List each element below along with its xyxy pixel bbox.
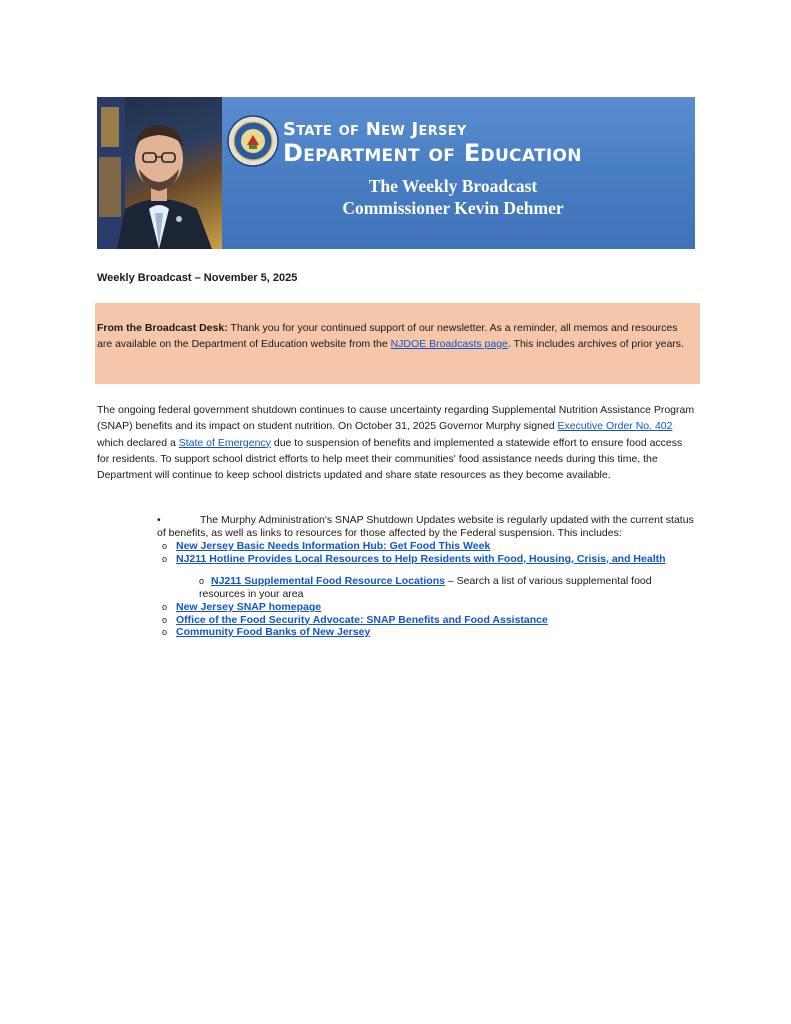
nested-bullet-marker: o	[199, 576, 205, 586]
desk-text-part2: . This includes archives of prior years.	[507, 338, 684, 350]
list-item	[162, 614, 548, 627]
para-text-2: which declared a	[97, 436, 179, 449]
broadcast-date: Weekly Broadcast – November 5, 2025	[97, 272, 298, 284]
nj-seal-icon	[227, 115, 279, 167]
list-item	[162, 553, 666, 566]
banner-department-title: Department of Education	[283, 139, 582, 167]
snap-paragraph	[97, 402, 695, 483]
list-item	[162, 540, 666, 553]
header-banner	[97, 97, 695, 249]
resource-list-b	[162, 601, 548, 639]
njdoe-broadcasts-link[interactable]: NJDOE Broadcasts page	[390, 338, 508, 350]
executive-order-link[interactable]: Executive Order No. 402	[557, 420, 673, 433]
food-security-advocate-link[interactable]: Office of the Food Security Advocate: SNAP Benefits and Food Assistance	[176, 613, 548, 626]
community-food-banks-link[interactable]: Community Food Banks of New Jersey	[176, 626, 371, 638]
banner-newsletter-title: The Weekly Broadcast	[368, 176, 538, 196]
sub-bullet-marker: o	[162, 614, 168, 625]
basic-needs-hub-link[interactable]: New Jersey Basic Needs Information Hub: Get Food This Week	[176, 540, 491, 552]
para-text-3: due to suspension of benefits and implemented a statewide effort to ensure food access for residents. To support school district efforts to help meet their communities' food assistance needs during this time, the Department will continue to keep school districts updated and share state resources as they become available.	[97, 436, 683, 482]
banner-commissioner-name: Commissioner Kevin Dehmer	[342, 198, 564, 218]
para-text-1: The ongoing federal government shutdown continues to cause uncertainty regarding Supplemental Nutrition Assistance Program (SNAP) benefits and its impact on student nutrition. On October 31, 2025 Governor Murphy signed	[97, 404, 695, 433]
sub-bullet-marker: o	[162, 553, 168, 564]
banner-state-title: State of New Jersey	[283, 119, 467, 140]
sub-bullet-marker: o	[162, 602, 168, 612]
desk-text-part1: Thank you for your continued support of our newsletter. As a reminder, all memos and resources are available on the Department of Education website from the	[97, 322, 678, 350]
state-of-emergency-link[interactable]: State of Emergency	[178, 436, 271, 449]
sub-bullet-marker: o	[162, 541, 168, 551]
snap-updates-bullet	[157, 514, 697, 539]
bullet-text: The Murphy Administration's SNAP Shutdown Updates website is regularly updated with the current status of benefits, as well as links to resources for those affected by the Federal suspension. This includes:	[157, 514, 694, 539]
desk-text	[97, 320, 693, 352]
nj211-hotline-link[interactable]: NJ211 Hotline Provides Local Resources to Help Residents with Food, Housing, Crisis, and Health	[176, 552, 666, 565]
list-item	[162, 626, 548, 639]
nj-snap-homepage-link[interactable]: New Jersey SNAP homepage	[176, 601, 322, 613]
sub-bullet-marker: o	[162, 627, 168, 637]
bullet-marker: •	[157, 514, 161, 526]
nested-text: – Search a list of various supplemental food resources in your area	[199, 575, 652, 600]
nj211-food-locations-link[interactable]: NJ211 Supplemental Food Resource Locations	[211, 575, 445, 587]
resource-list-a	[162, 540, 666, 565]
broadcast-desk-notice	[95, 303, 700, 384]
nj211-food-locations-item	[199, 575, 689, 600]
list-item	[162, 601, 548, 614]
commissioner-portrait	[97, 97, 222, 249]
desk-lead: From the Broadcast Desk:	[97, 322, 228, 334]
